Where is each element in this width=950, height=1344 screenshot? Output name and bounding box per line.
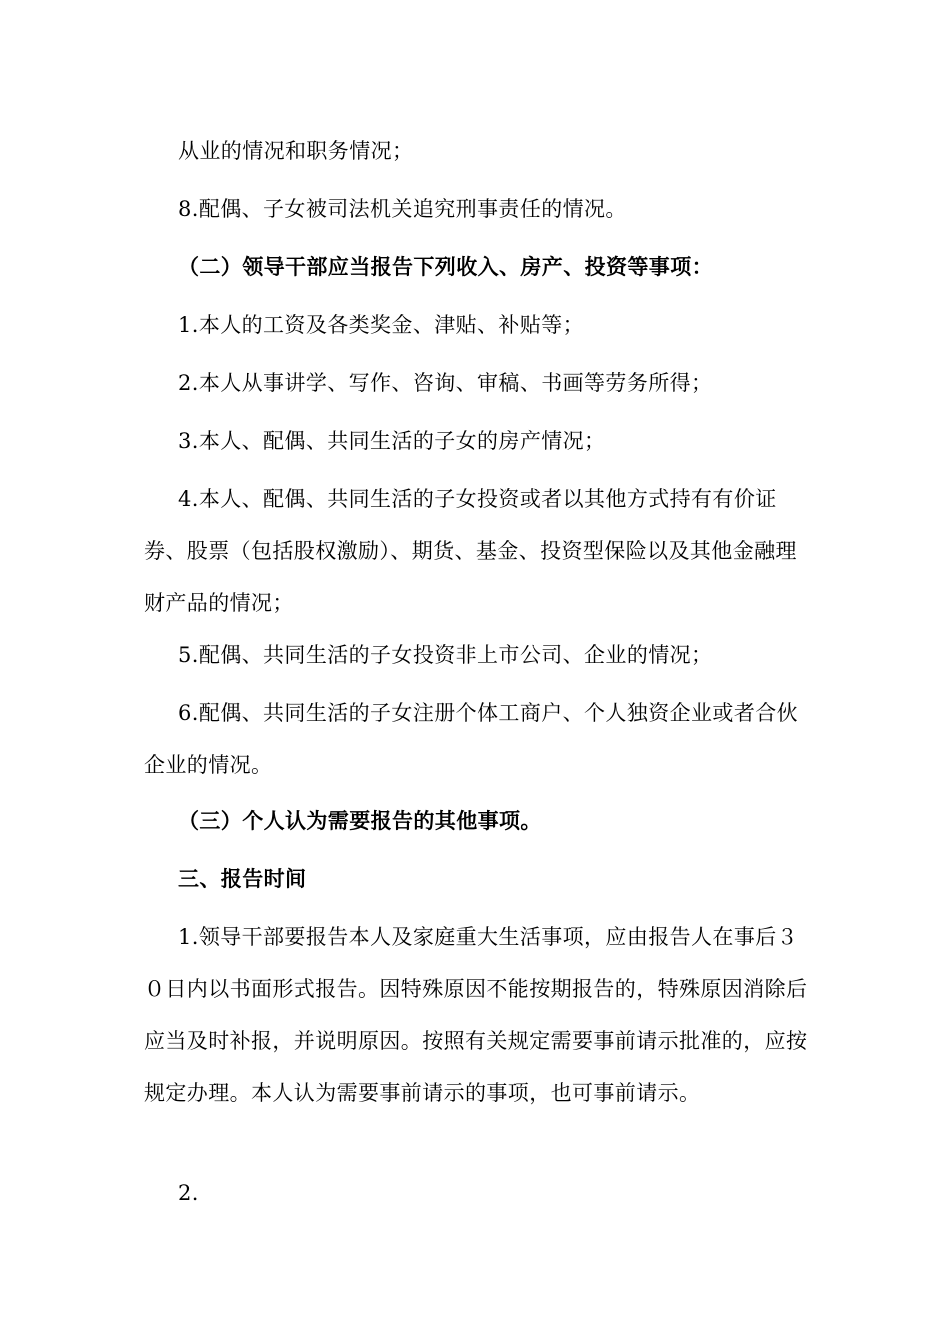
paragraph-item-5: 5.配偶、共同生活的子女投资非上市公司、企业的情况；: [178, 643, 713, 667]
section-heading-2: （二）领导干部应当报告下列收入、房产、投资等事项：: [178, 254, 713, 279]
paragraph-item-8: 8.配偶、子女被司法机关追究刑事责任的情况。: [178, 197, 627, 221]
paragraph-item-4: 4.本人、配偶、共同生活的子女投资或者以其他方式持有有价证券、股票（包括股权激励）、期货、基金、投资型保险以及其他金融理财产品的情况；: [144, 487, 797, 615]
paragraph-continuation: 从业的情况和职务情况；: [178, 139, 414, 163]
paragraph-item-2: 2.本人从事讲学、写作、咨询、审稿、书画等劳务所得；: [178, 371, 713, 395]
paragraph-item-1: 1.本人的工资及各类奖金、津贴、补贴等；: [178, 313, 585, 337]
paragraph-item-6: 6.配偶、共同生活的子女注册个体工商户、个人独资企业或者合伙企业的情况。: [144, 701, 799, 777]
chapter-heading: 三、报告时间: [178, 866, 307, 891]
section-heading-3: （三）个人认为需要报告的其他事项。: [178, 808, 542, 833]
paragraph-time-2: 2.: [178, 1181, 199, 1205]
paragraph-time-1: 1.领导干部要报告本人及家庭重大生活事项，应由报告人在事后３０日内以书面形式报告。因特殊原因不能按期报告的，特殊原因消除后应当及时补报，并说明原因。按照有关规定需要事前请示批准的，应按规定办理。本人认为需要事前请示的事项，也可事前请示。: [144, 925, 808, 1105]
paragraph-item-3: 3.本人、配偶、共同生活的子女的房产情况；: [178, 429, 606, 453]
